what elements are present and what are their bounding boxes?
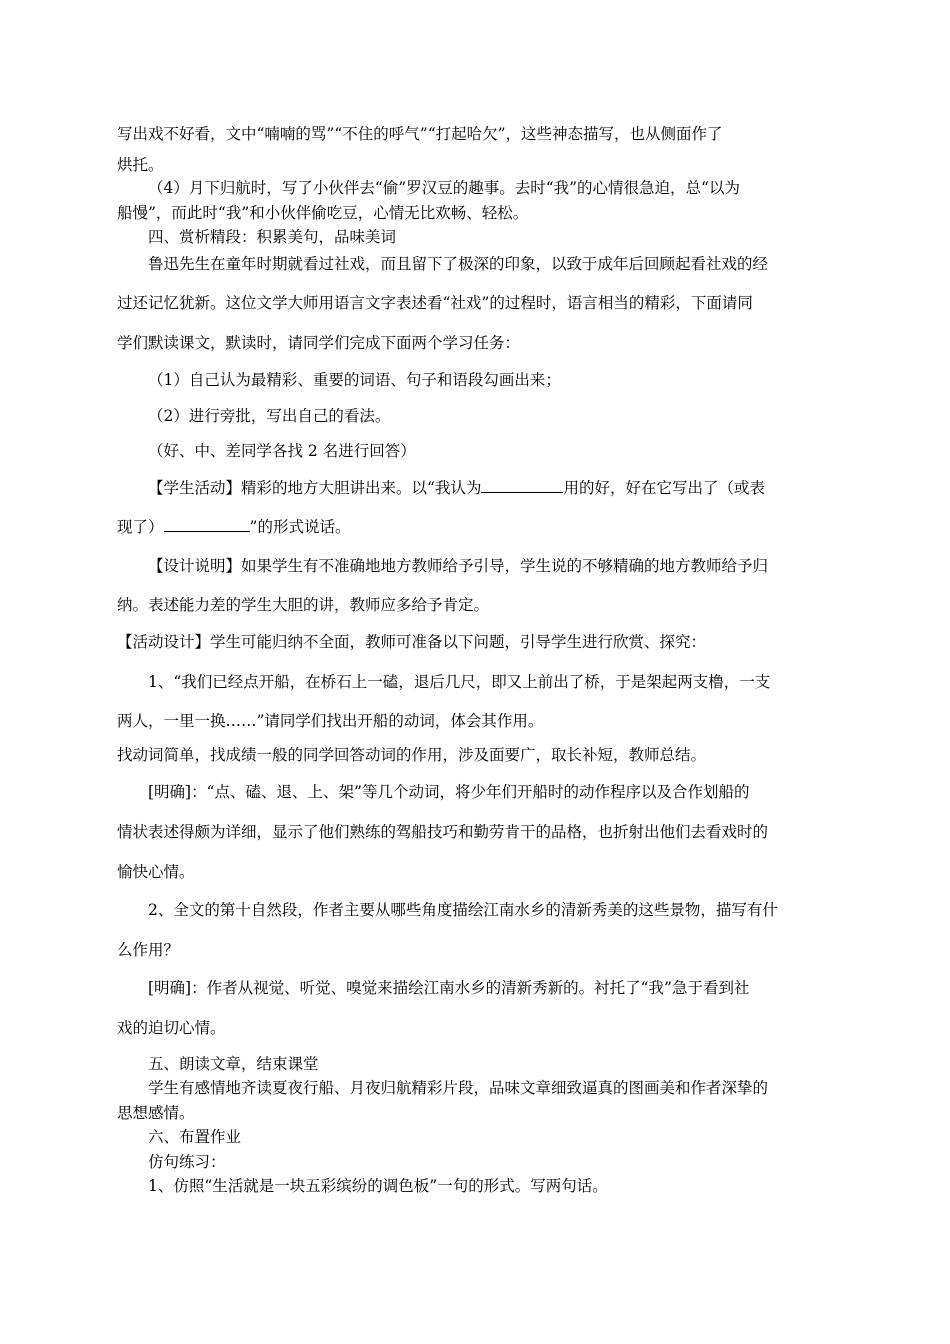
answer-line: 戏的迫切心情。 (117, 1019, 226, 1037)
paragraph-line: 找动词简单，找成绩一般的同学回答动词的作用，涉及面要广，取长补短，教师总结。 (117, 746, 707, 764)
paragraph-line: 写出戏不好看，文中“喃喃的骂”“不住的呼气”“打起哈欠”，这些神态描写，也从侧面作了 (117, 125, 723, 143)
paragraph-line: 学们默读课文，默读时，请同学们完成下面两个学习任务： (117, 334, 521, 352)
section-heading: 四、赏析精段：积累美句，品味美词 (148, 228, 397, 246)
student-activity-line (117, 517, 350, 537)
paragraph-line: 过还记忆犹新。这位文学大师用语言文字表述看“社戏”的过程时，语言相当的精彩，下面请同 (117, 294, 753, 312)
paragraph-line: 思想感情。 (117, 1104, 195, 1122)
question-line: 么作用？ (117, 941, 180, 959)
question-line: 两人，一里一换……”请同学们找出开船的动词，体会其作用。 (117, 712, 544, 730)
paragraph-line: （4）月下归航时，写了小伙伴去“偷”罗汉豆的趣事。去时“我”的心情很急迫，总“以为 (148, 179, 740, 197)
design-note-line (148, 556, 768, 576)
paragraph-line: 烘托。 (117, 156, 164, 174)
activity-design-line (117, 632, 706, 652)
note-text: （好、中、差同学各找 2 名进行回答） (148, 442, 416, 460)
paragraph-line: 学生有感情地齐读夏夜行船、月夜归航精彩片段，品味文章细致逼真的图画美和作者深挚的 (148, 1079, 769, 1097)
paragraph-line: 纳。表述能力差的学生大胆的讲，教师应多给予肯定。 (117, 596, 490, 614)
student-activity-text: 用的好，好在它写出了（或表 (563, 479, 765, 497)
fill-blank (481, 478, 563, 493)
task-item: （1）自己认为最精彩、重要的词语、句子和语段勾画出来； (148, 371, 561, 389)
student-activity-text: 精彩的地方大胆讲出来。以“我认为 (241, 479, 482, 497)
section-heading: 六、布置作业 (148, 1128, 242, 1146)
homework-item: 1、仿照“生活就是一块五彩缤纷的调色板”一句的形式。写两句话。 (148, 1177, 608, 1195)
student-activity-tag: 【学生活动】 (148, 479, 242, 497)
paragraph-line: 船慢”，而此时“我”和小伙伴偷吃豆，心情无比欢畅、轻松。 (117, 204, 529, 222)
student-activity-line (148, 478, 765, 498)
section-heading: 五、朗读文章，结束课堂 (148, 1055, 319, 1073)
fill-blank (164, 517, 250, 532)
activity-design-tag: 【活动设计】 (117, 633, 211, 651)
student-activity-text: 现了） (117, 518, 164, 536)
answer-line: [明确]：作者从视觉、听觉、嗅觉来描绘江南水乡的清新秀新的。衬托了“我”急于看到社 (148, 979, 750, 997)
answer-line: 情状表述得颇为详细，显示了他们熟练的驾船技巧和勤劳肯干的品格，也折射出他们去看戏时的 (117, 823, 769, 841)
student-activity-text: ”的形式说话。 (249, 518, 351, 536)
homework-title: 仿句练习： (148, 1153, 226, 1171)
answer-line: 愉快心情。 (117, 863, 195, 881)
question-line: 2、全文的第十自然段，作者主要从哪些角度描绘江南水乡的清新秀美的这些景物，描写有什 (148, 901, 778, 919)
design-note-tag: 【设计说明】 (148, 557, 242, 575)
activity-design-text: 学生可能归纳不全面，教师可准备以下问题，引导学生进行欣赏、探究： (210, 633, 707, 651)
paragraph-line: 鲁迅先生在童年时期就看过社戏，而且留下了极深的印象，以致于成年后回顾起看社戏的经 (148, 255, 769, 273)
design-note-text: 如果学生有不准确地地方教师给予引导，学生说的不够精确的地方教师给予归 (241, 557, 769, 575)
question-line: 1、“我们已经点开船，在桥石上一磕，退后几尺，即又上前出了桥，于是架起两支橹，一支 (148, 673, 771, 691)
task-item: （2）进行旁批，写出自己的看法。 (148, 407, 391, 425)
answer-line: [明确]：“点、磕、退、上、架”等几个动词，将少年们开船时的动作程序以及合作划船的 (148, 783, 750, 801)
